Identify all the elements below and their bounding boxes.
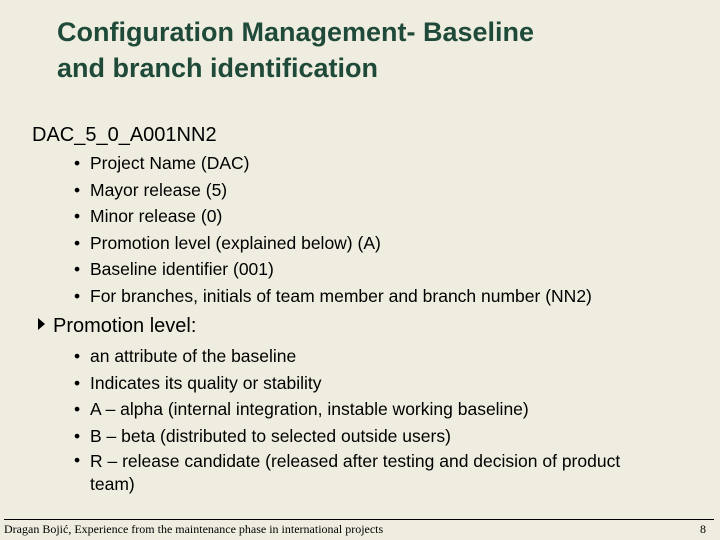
- identifier-parts-list: [0, 150, 592, 309]
- bullet-icon: •: [74, 259, 81, 279]
- bullet-icon: •: [74, 372, 81, 393]
- bullet-icon: •: [74, 425, 81, 446]
- slide-title-line-1: Configuration Management- Baseline: [57, 17, 535, 47]
- list-item: [0, 203, 592, 230]
- footer-divider: [4, 519, 714, 520]
- list-item: [0, 423, 650, 450]
- slide-title-line-2: and branch identification: [57, 53, 379, 83]
- list-item: [0, 150, 592, 177]
- footer-author-text: Dragan Bojić, Experience from the maintenance phase in international projects: [4, 522, 384, 536]
- list-item-text: an attribute of the baseline: [90, 346, 297, 366]
- promotion-level-heading: [38, 312, 196, 340]
- bullet-icon: •: [74, 232, 81, 253]
- list-item: [0, 343, 650, 370]
- bullet-icon: •: [74, 285, 81, 306]
- list-item: [0, 370, 650, 397]
- promotion-level-heading-text: Promotion level:: [53, 315, 197, 337]
- list-item: [0, 449, 650, 496]
- triangle-bullet-icon: [38, 318, 45, 330]
- list-item-text: R – release candidate (released after testing and decision of product team): [90, 451, 621, 494]
- list-item-text: A – alpha (internal integration, instable working baseline): [90, 399, 529, 419]
- list-item: [0, 283, 592, 310]
- list-item-text: B – beta (distributed to selected outside users): [90, 425, 451, 446]
- list-item: [0, 230, 592, 257]
- bullet-icon: •: [74, 153, 81, 173]
- bullet-icon: •: [74, 450, 81, 470]
- list-item-text: Indicates its quality or stability: [90, 372, 322, 393]
- identifier-example: DAC_5_0_A001NN2: [32, 124, 217, 146]
- list-item: [0, 177, 592, 204]
- list-item-text: For branches, initials of team member and branch number (NN2): [90, 285, 592, 306]
- slide-title: [57, 14, 534, 86]
- list-item: [0, 256, 592, 283]
- list-item-text: Project Name (DAC): [90, 153, 250, 173]
- promotion-level-list: [0, 343, 650, 496]
- bullet-icon: •: [74, 206, 81, 226]
- list-item-text: Mayor release (5): [90, 179, 228, 200]
- page-number: 8: [700, 522, 706, 536]
- bullet-icon: •: [74, 399, 81, 419]
- bullet-icon: •: [74, 346, 81, 366]
- bullet-icon: •: [74, 179, 81, 200]
- list-item-text: Minor release (0): [90, 206, 223, 226]
- list-item-text: Baseline identifier (001): [90, 259, 274, 279]
- list-item: [0, 396, 650, 423]
- list-item-text: Promotion level (explained below) (A): [90, 232, 381, 253]
